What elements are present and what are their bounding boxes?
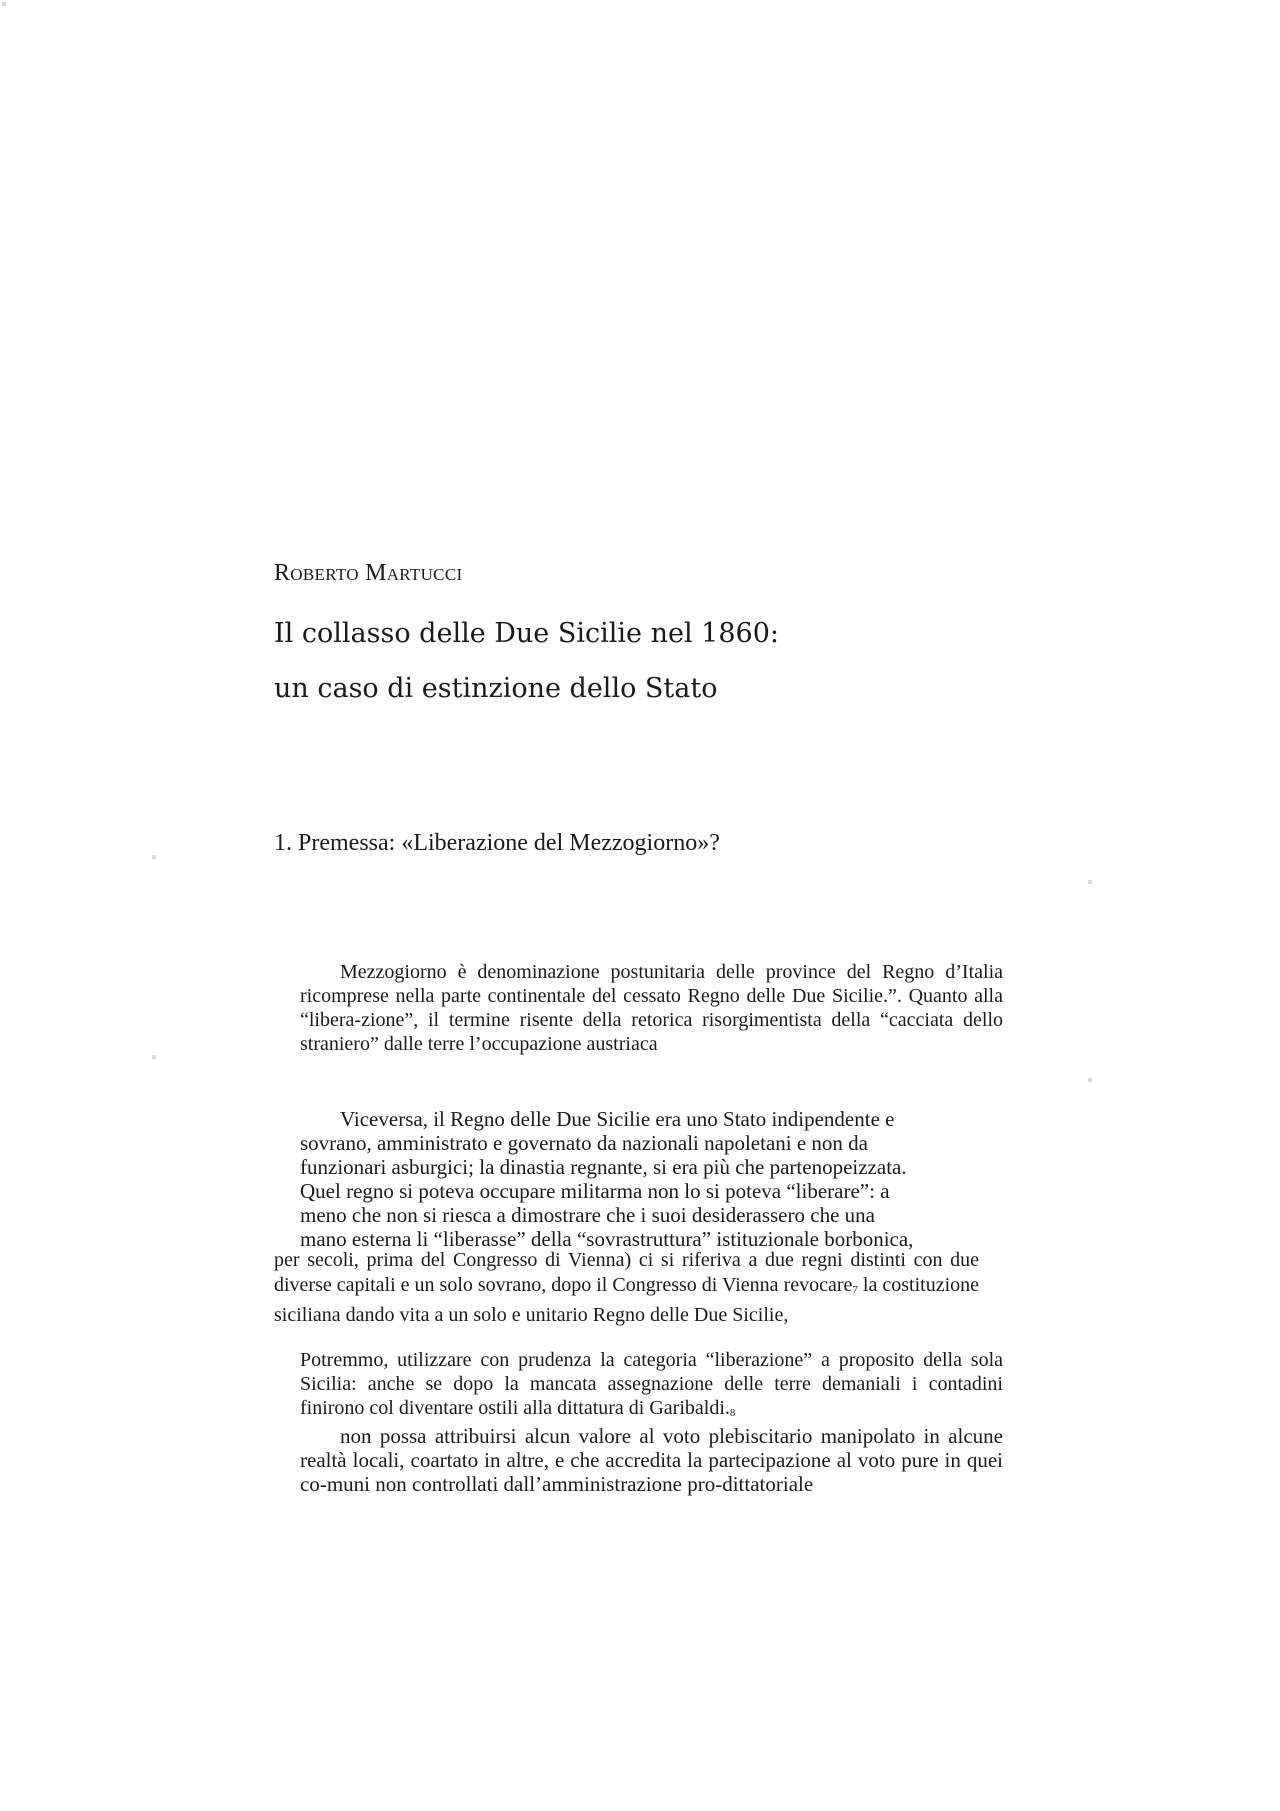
- paragraph-4: [300, 1424, 1003, 1496]
- section-heading: 1. Premessa: «Liberazione del Mezzogiorno»?: [274, 830, 720, 856]
- paragraph-3-text: Potremmo, utilizzare con prudenza la categoria “liberazione” a proposito della sola Sicilia: anche se dopo la mancata assegnazione delle terre demaniali i contadini finirono col diventare ostili alla dittatura di Garibaldi.: [300, 1349, 1003, 1419]
- margin-mark: [152, 1055, 156, 1059]
- paragraph-3: [300, 1348, 1003, 1425]
- paragraph-2: [300, 1107, 1003, 1251]
- paragraph-2-line: Viceversa, il Regno delle Due Sicilie era uno Stato indipendente e: [340, 1107, 895, 1131]
- paragraph-1-text: Mezzogiorno è denominazione postunitaria delle province del Regno d’Italia ricomprese nella parte continentale del cessato Regno delle Due Sicilie.”. Quanto alla “libera-zione”, il termine risente della retorica risorgimentista della “cacciata dello straniero” dalle terre l’occupazione austriaca: [300, 961, 1003, 1055]
- paragraph-4-text: non possa attribuirsi alcun valore al voto plebiscitario manipolato in alcune realtà locali, coartato in altre, e che accredita la partecipazione al voto pure in quei co-muni non controllati dall’amministrazione pro-dittatoriale: [300, 1424, 1003, 1496]
- footnote-marker: 7: [852, 1284, 858, 1296]
- paragraph-2b-text-a: per secoli, prima del Congresso di Vienna) ci si riferiva a due regni distinti con due diverse capitali e un solo sovrano, dopo il Congresso di Vienna revocare: [274, 1249, 979, 1296]
- author-name: Roberto Martucci: [274, 560, 463, 586]
- paragraph-2b-text-b: la costituzione siciliana dando vita a un solo e unitario Regno delle Due Sicilie,: [274, 1274, 980, 1326]
- margin-mark: [152, 855, 156, 859]
- paragraph-2-continuation: [274, 1248, 979, 1328]
- paragraph-2-line: meno che non si riesca a dimostrare che i suoi desiderassero che una: [300, 1203, 875, 1227]
- margin-mark: [2, 2, 6, 6]
- paragraph-2-line: sovrano, amministrato e governato da nazionali napoletani e non da: [300, 1131, 868, 1155]
- paragraph-1: [300, 960, 1003, 1056]
- footnote-marker: 8: [729, 1407, 736, 1419]
- title-line-1: Il collasso delle Due Sicilie nel 1860:: [274, 618, 779, 649]
- margin-mark: [1088, 880, 1092, 884]
- title-line-2: un caso di estinzione dello Stato: [274, 673, 718, 704]
- paragraph-2-line: funzionari asburgici; la dinastia regnante, si era più che partenopeizzata.: [300, 1155, 907, 1179]
- margin-mark: [1088, 1078, 1092, 1082]
- paragraph-2-line: mano esterna li “liberasse” della “sovrastruttura” istituzionale borbonica,: [300, 1227, 914, 1251]
- paragraph-2-line: Quel regno si poteva occupare militarma non lo si poteva “liberare”: a: [300, 1179, 890, 1203]
